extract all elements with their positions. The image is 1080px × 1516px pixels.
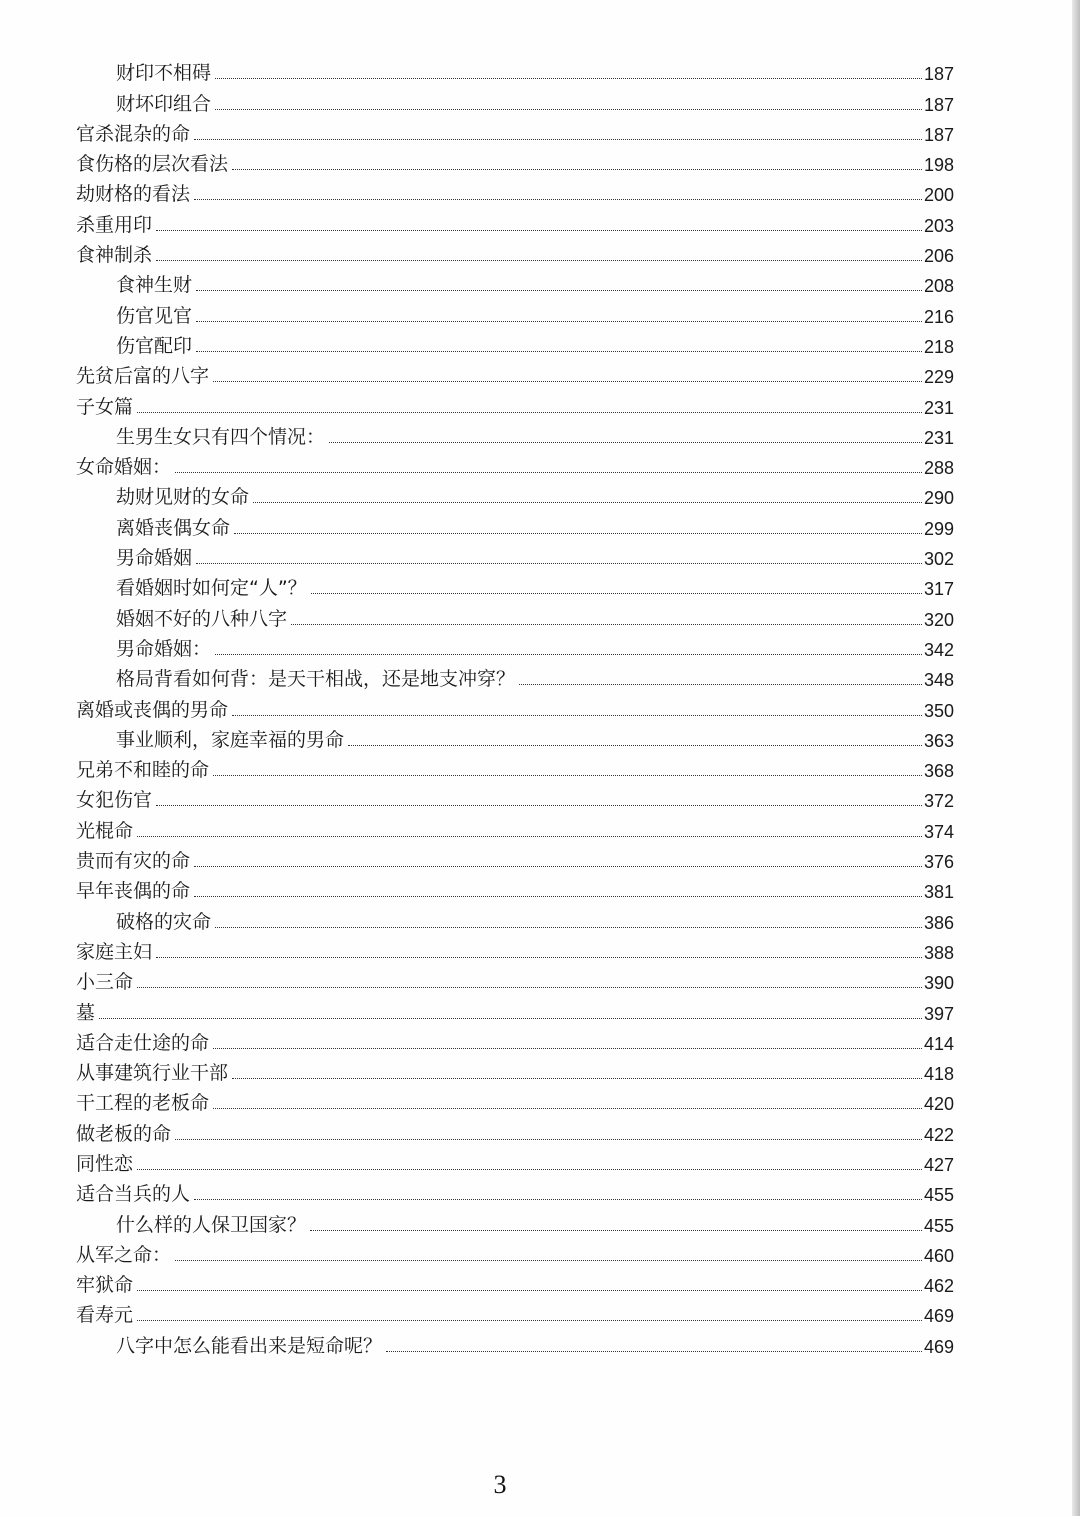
toc-entry-title: 生男生女只有四个情况： (116, 425, 326, 448)
toc-entry (76, 841, 954, 871)
toc-entry-title: 食神制杀 (76, 244, 153, 267)
toc-entry-page: 368 (923, 761, 954, 782)
toc-entry-title: 女命婚姻： (76, 456, 172, 479)
toc-entry (76, 720, 954, 750)
toc-entry-page: 462 (923, 1276, 954, 1297)
toc-entry-page: 455 (923, 1185, 954, 1206)
dot-leader (156, 260, 922, 261)
dot-leader (232, 169, 922, 170)
toc-entry-title: 子女篇 (76, 395, 134, 418)
toc-entry-title: 同性恋 (76, 1152, 134, 1175)
toc-entry-page: 187 (923, 94, 954, 115)
toc-entry (76, 568, 954, 598)
toc-entry-title: 事业顺利，家庭幸福的男命 (116, 728, 345, 751)
dot-leader (194, 139, 922, 140)
toc-entry (76, 386, 954, 416)
dot-leader (156, 230, 922, 231)
dot-leader (194, 896, 922, 897)
toc-entry (76, 1325, 954, 1355)
toc-entry-title: 早年丧偶的命 (76, 880, 191, 903)
dot-leader (215, 927, 922, 928)
toc-entry-page: 200 (923, 185, 954, 206)
toc-entry-title: 兄弟不和睦的命 (76, 759, 210, 782)
toc-entry-page: 299 (923, 518, 954, 539)
dot-leader (194, 1199, 922, 1200)
toc-entry (76, 53, 954, 83)
dot-leader (137, 412, 922, 413)
dot-leader (386, 1351, 922, 1352)
toc-entry (76, 1235, 954, 1265)
toc-entry-page: 231 (923, 427, 954, 448)
toc-entry-title: 贵而有灾的命 (76, 850, 191, 873)
toc-entry (76, 1295, 954, 1325)
toc-entry (76, 598, 954, 628)
toc-entry (76, 174, 954, 204)
toc-entry-title: 杀重用印 (76, 213, 153, 236)
toc-entry-title: 男命婚姻： (116, 637, 212, 660)
toc-entry-title: 光棍命 (76, 819, 134, 842)
toc-entry-page: 342 (923, 639, 954, 660)
toc-entry-title: 食神生财 (116, 274, 193, 297)
toc-entry-page: 372 (923, 791, 954, 812)
dot-leader (137, 1290, 922, 1291)
dot-leader (213, 775, 922, 776)
toc-entry (76, 992, 954, 1022)
toc-entry (76, 1144, 954, 1174)
dot-leader (137, 836, 922, 837)
toc-entry-title: 格局背看如何背：是天干相战，还是地支冲穿？ (116, 668, 516, 691)
dot-leader (213, 381, 922, 382)
toc-entry-page: 381 (923, 882, 954, 903)
toc-entry-title: 适合当兵的人 (76, 1183, 191, 1206)
dot-leader (99, 1018, 922, 1019)
toc-entry-title: 小三命 (76, 971, 134, 994)
toc-entry (76, 235, 954, 265)
toc-entry-page: 290 (923, 488, 954, 509)
toc-entry-title: 牢狱命 (76, 1274, 134, 1297)
toc-entry (76, 356, 954, 386)
toc-entry (76, 1113, 954, 1143)
toc-entry-page: 420 (923, 1094, 954, 1115)
toc-entry (76, 689, 954, 719)
toc-entry (76, 962, 954, 992)
toc-entry-page: 427 (923, 1154, 954, 1175)
toc-entry-title: 财印不相碍 (116, 62, 212, 85)
toc-entry-page: 390 (923, 973, 954, 994)
dot-leader (196, 290, 922, 291)
dot-leader (196, 321, 922, 322)
toc-entry-page: 388 (923, 942, 954, 963)
dot-leader (253, 502, 922, 503)
toc-entry (76, 659, 954, 689)
toc-entry-page: 320 (923, 609, 954, 630)
toc-entry-title: 官杀混杂的命 (76, 122, 191, 145)
toc-entry-page: 376 (923, 852, 954, 873)
toc-entry-page: 422 (923, 1124, 954, 1145)
toc-entry (76, 114, 954, 144)
dot-leader (194, 866, 922, 867)
toc-entry-title: 从军之命： (76, 1243, 172, 1266)
toc-entry (76, 507, 954, 537)
toc-entry-page: 302 (923, 549, 954, 570)
toc-entry-page: 317 (923, 579, 954, 600)
dot-leader (194, 199, 922, 200)
toc-entry-page: 187 (923, 124, 954, 145)
toc-entry (76, 932, 954, 962)
dot-leader (215, 109, 922, 110)
dot-leader (156, 957, 922, 958)
toc-entry-page: 198 (923, 155, 954, 176)
toc-entry-page: 418 (923, 1064, 954, 1085)
dot-leader (310, 1230, 922, 1231)
toc-entry-page: 218 (923, 336, 954, 357)
page-edge-shadow (1072, 0, 1080, 1516)
toc-entry (76, 1204, 954, 1234)
toc-entry (76, 538, 954, 568)
toc-entry-page: 397 (923, 1003, 954, 1024)
dot-leader (175, 1260, 922, 1261)
dot-leader (175, 472, 922, 473)
toc-entry-title: 女犯伤官 (76, 789, 153, 812)
dot-leader (329, 442, 922, 443)
toc-entry-page: 229 (923, 367, 954, 388)
dot-leader (348, 745, 922, 746)
toc-entry-title: 什么样的人保卫国家？ (116, 1213, 307, 1236)
toc-entry-page: 350 (923, 700, 954, 721)
toc-entry-page: 203 (923, 215, 954, 236)
toc-entry-title: 看婚姻时如何定“人”？ (116, 577, 307, 600)
toc-entry (76, 871, 954, 901)
toc-entry (76, 780, 954, 810)
toc-entry-title: 家庭主妇 (76, 940, 153, 963)
dot-leader (137, 987, 922, 988)
toc-entry-title: 从事建筑行业干部 (76, 1062, 229, 1085)
toc-entry (76, 629, 954, 659)
toc-entry-title: 伤官见官 (116, 304, 193, 327)
toc-entry-page: 187 (923, 64, 954, 85)
toc-entry-title: 离婚丧偶女命 (116, 516, 231, 539)
toc-entry-page: 414 (923, 1033, 954, 1054)
toc-entry (76, 1174, 954, 1204)
toc-entry (76, 265, 954, 295)
toc-entry-page: 216 (923, 306, 954, 327)
toc-entry-title: 食伤格的层次看法 (76, 153, 229, 176)
toc-entry-title: 破格的灾命 (116, 910, 212, 933)
toc-entry (76, 144, 954, 174)
toc-entry-title: 看寿元 (76, 1304, 134, 1327)
toc-entry (76, 1083, 954, 1113)
toc-entry-page: 231 (923, 397, 954, 418)
toc-entry-title: 墓 (76, 1001, 96, 1024)
dot-leader (137, 1320, 922, 1321)
toc-entry (76, 417, 954, 447)
toc-entry-title: 干工程的老板命 (76, 1092, 210, 1115)
toc-entry-page: 469 (923, 1336, 954, 1357)
toc-entry-title: 离婚或丧偶的男命 (76, 698, 229, 721)
toc-entry-page: 469 (923, 1306, 954, 1327)
toc-entry-title: 先贫后富的八字 (76, 365, 210, 388)
table-of-contents (76, 53, 954, 1356)
toc-entry-title: 适合走仕途的命 (76, 1031, 210, 1054)
dot-leader (137, 1169, 922, 1170)
toc-entry (76, 1265, 954, 1295)
dot-leader (232, 715, 922, 716)
toc-entry-title: 男命婚姻 (116, 547, 193, 570)
toc-entry (76, 326, 954, 356)
toc-entry (76, 1023, 954, 1053)
dot-leader (213, 1048, 922, 1049)
toc-entry-page: 288 (923, 458, 954, 479)
dot-leader (196, 351, 922, 352)
dot-leader (175, 1139, 922, 1140)
dot-leader (232, 1078, 922, 1079)
dot-leader (215, 78, 922, 79)
dot-leader (156, 805, 922, 806)
dot-leader (215, 654, 922, 655)
toc-entry-title: 做老板的命 (76, 1122, 172, 1145)
toc-entry (76, 204, 954, 234)
toc-entry-title: 伤官配印 (116, 334, 193, 357)
toc-entry-title: 婚姻不好的八种八字 (116, 607, 288, 630)
toc-entry-page: 348 (923, 670, 954, 691)
toc-entry (76, 750, 954, 780)
toc-entry (76, 477, 954, 507)
toc-entry-title: 劫财见财的女命 (116, 486, 250, 509)
toc-entry-page: 206 (923, 246, 954, 267)
toc-entry (76, 83, 954, 113)
toc-entry-page: 363 (923, 730, 954, 751)
toc-entry-page: 374 (923, 821, 954, 842)
dot-leader (213, 1108, 922, 1109)
toc-entry (76, 810, 954, 840)
toc-entry-page: 386 (923, 912, 954, 933)
page-number: 3 (493, 1470, 507, 1499)
toc-entry (76, 295, 954, 325)
toc-entry (76, 447, 954, 477)
dot-leader (196, 563, 922, 564)
toc-entry-page: 455 (923, 1215, 954, 1236)
dot-leader (311, 593, 922, 594)
toc-entry-title: 劫财格的看法 (76, 183, 191, 206)
toc-entry-title: 财坏印组合 (116, 92, 212, 115)
toc-entry (76, 901, 954, 931)
toc-entry-page: 208 (923, 276, 954, 297)
dot-leader (234, 533, 922, 534)
toc-entry-page: 460 (923, 1245, 954, 1266)
toc-entry-title: 八字中怎么能看出来是短命呢？ (116, 1334, 383, 1357)
toc-entry (76, 1053, 954, 1083)
dot-leader (291, 624, 922, 625)
dot-leader (519, 684, 922, 685)
